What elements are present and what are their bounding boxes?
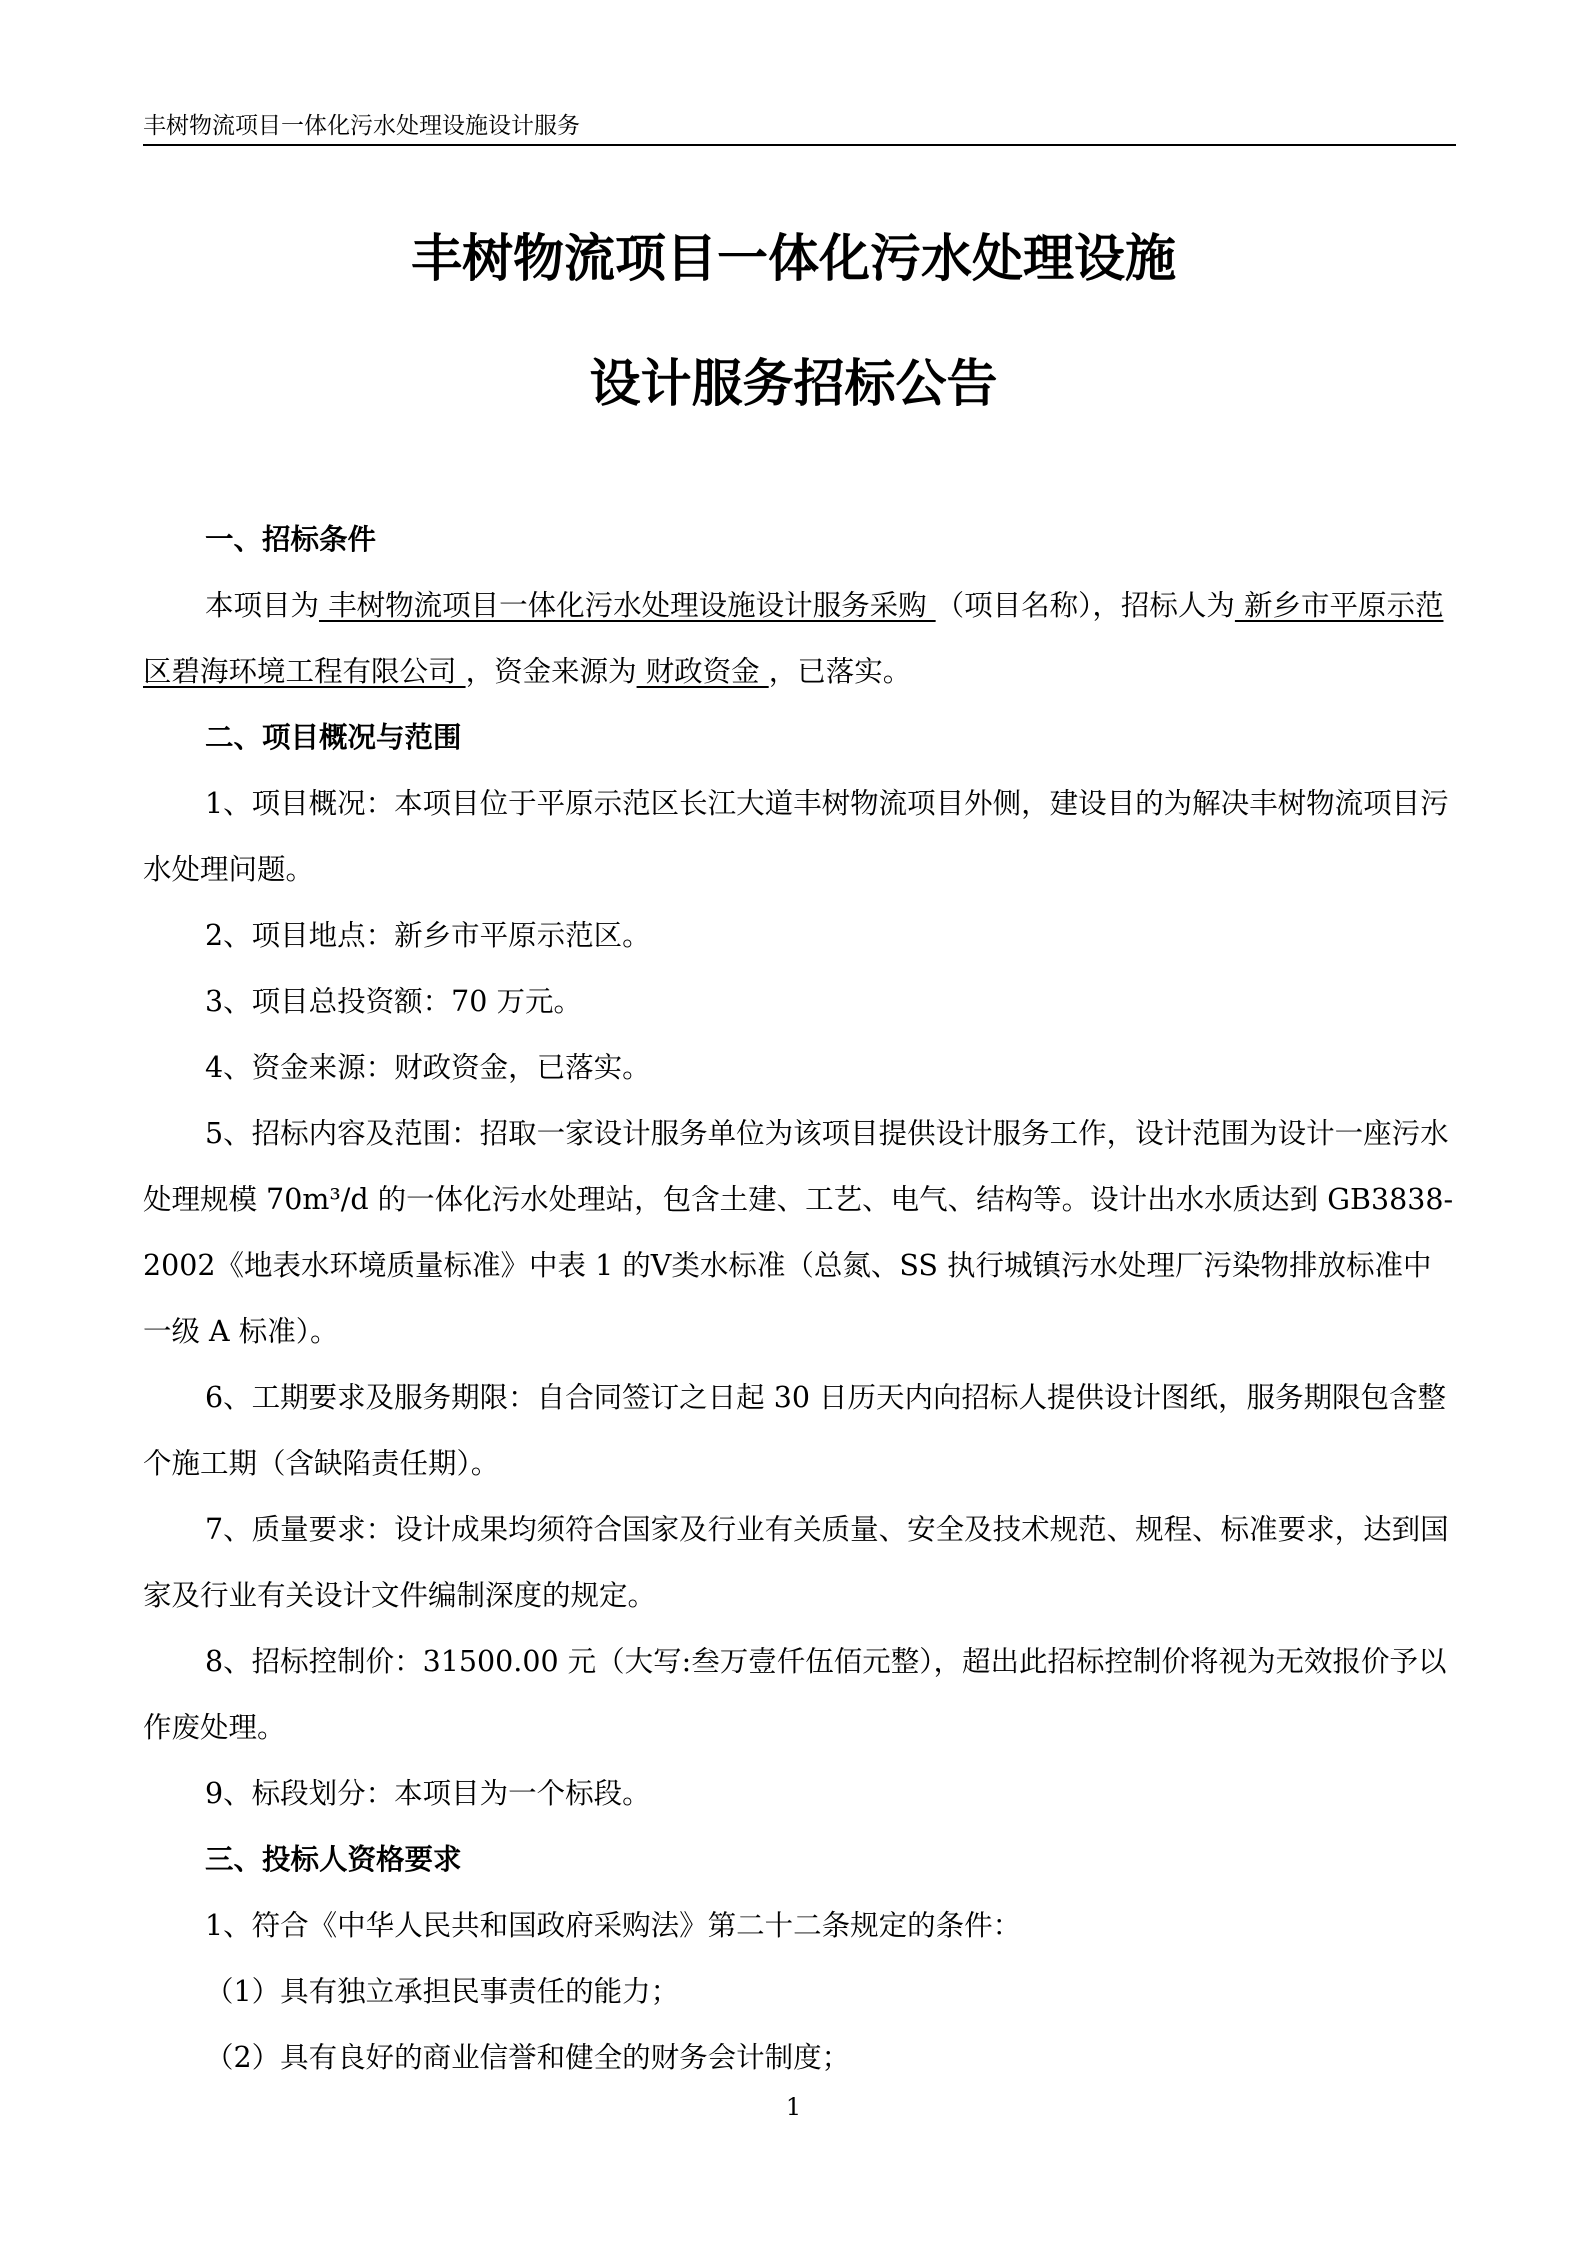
running-header: 丰树物流项目一体化污水处理设施设计服务	[143, 113, 580, 139]
section-2-item-7: 7、质量要求：设计成果均须符合国家及行业有关质量、安全及技术规范、规程、标准要求，达到国家及行业有关设计文件编制深度的规定。	[143, 1513, 1449, 1612]
section-1-heading: 一、招标条件	[205, 523, 377, 556]
section-2-item-1: 1、项目概况：本项目位于平原示范区长江大道丰树物流项目外侧，建设目的为解决丰树物流项目污水处理问题。	[143, 787, 1449, 886]
section-2-item-9: 9、标段划分：本项目为一个标段。	[205, 1777, 651, 1810]
section-2-item-3: 3、项目总投资额：70 万元。	[205, 985, 582, 1018]
page-number: 1	[785, 2093, 802, 2121]
document-body	[143, 507, 1456, 2091]
section-3-item-3: （2）具有良好的商业信誉和健全的财务会计制度；	[205, 2041, 851, 2074]
tenderer-field: 新乡市平原示范区碧海环境工程有限公司	[143, 589, 1444, 688]
section-3-heading: 三、投标人资格要求	[205, 1843, 462, 1876]
section-3-item-1: 1、符合《中华人民共和国政府采购法》第二十二条规定的条件：	[205, 1909, 1022, 1942]
section-1-text-c: ，资金来源为	[465, 655, 637, 688]
section-1-paragraph	[143, 573, 1456, 705]
section-1-text-b: （项目名称），招标人为	[935, 589, 1235, 622]
project-name-field: 丰树物流项目一体化污水处理设施设计服务采购	[319, 589, 936, 622]
section-2-item-4: 4、资金来源：财政资金，已落实。	[205, 1051, 651, 1084]
fund-source-field: 财政资金	[636, 655, 769, 688]
section-2-item-8: 8、招标控制价：31500.00 元（大写:叁万壹仟伍佰元整），超出此招标控制价将视为无效报价予以作废处理。	[143, 1645, 1447, 1744]
section-2-item-6: 6、工期要求及服务期限：自合同签订之日起 30 日历天内向招标人提供设计图纸，服务期限包含整个施工期（含缺陷责任期）。	[143, 1381, 1447, 1480]
section-3-item-2: （1）具有独立承担民事责任的能力；	[205, 1975, 680, 2008]
header-rule	[143, 144, 1456, 146]
section-2-heading: 二、项目概况与范围	[205, 721, 462, 754]
section-1-text-a: 本项目为	[205, 589, 320, 622]
section-2-item-5: 5、招标内容及范围：招取一家设计服务单位为该项目提供设计服务工作，设计范围为设计一座污水处理规模 70m³/d 的一体化污水处理站，包含土建、工艺、电气、结构等。设计出水水质达到 GB3838-2002《地表水环境质量标准》中表 1 的Ⅴ类水标准（总氮、SS 执行城镇污水处理厂污染物排放标准中一级 A 标准）。	[143, 1117, 1454, 1348]
document-title-line-2: 设计服务招标公告	[589, 355, 998, 414]
section-2-item-2: 2、项目地点：新乡市平原示范区。	[205, 919, 651, 952]
section-1-text-d: ，已落实。	[768, 655, 912, 688]
document-title-line-1: 丰树物流项目一体化污水处理设施	[410, 230, 1176, 289]
